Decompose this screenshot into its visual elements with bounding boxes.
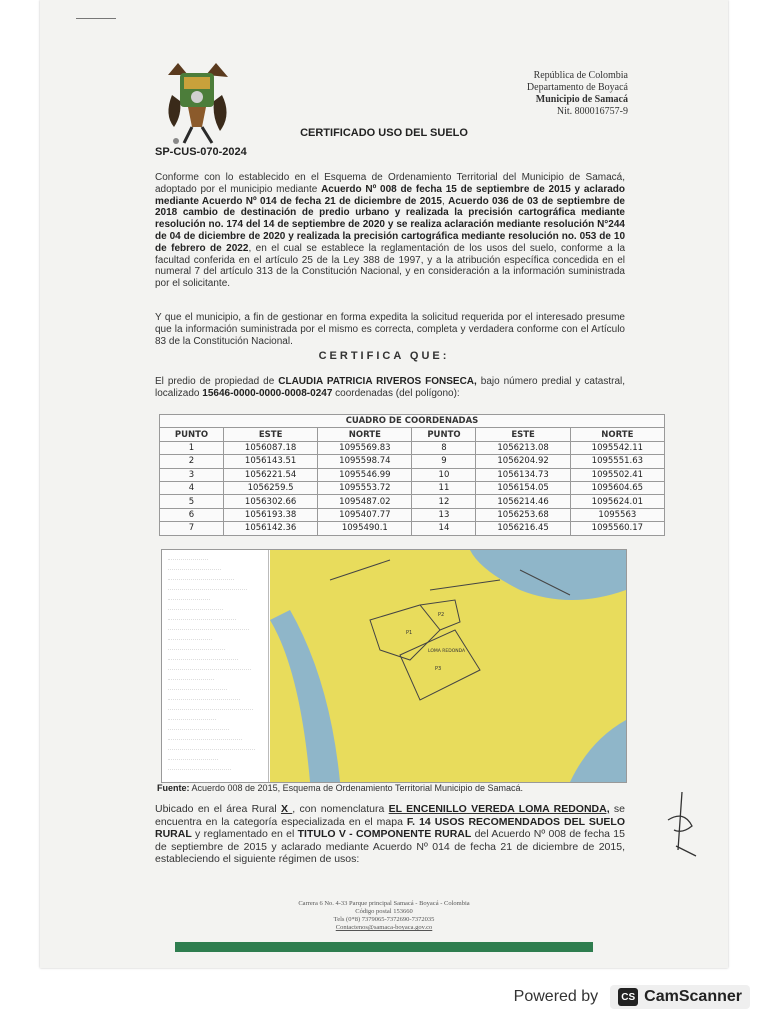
text-run: coordenadas (del polígono): (332, 387, 460, 399)
camscanner-badge (610, 985, 750, 1009)
footer-bar (175, 942, 593, 952)
document-title: CERTIFICADO USO DEL SUELO (300, 127, 468, 139)
page-footer (40, 900, 728, 932)
table-cell: 1095560.17 (570, 522, 664, 535)
text-run: bajo número predial y catastral, localizado (155, 376, 626, 399)
table-cell: 1 (160, 441, 224, 454)
layer-row (168, 680, 227, 690)
layer-row (168, 600, 223, 610)
table-cell: 1056253.68 (476, 508, 570, 521)
table-cell: 3 (160, 468, 224, 481)
table-cell: 1095553.72 (318, 481, 412, 494)
table-row (160, 455, 665, 468)
layer-row (168, 660, 251, 670)
nomenclature: EL ENCENILLO VEREDA LOMA REDONDA, (388, 803, 610, 815)
layer-row (168, 710, 216, 720)
column-header: PUNTO (412, 428, 476, 441)
text-run: , (441, 195, 449, 207)
table-cell: 14 (412, 522, 476, 535)
table-cell: 1095563 (570, 508, 664, 521)
footer-address: Carrera 6 No. 4-33 Parque principal Samacá - Boyacá - Colombia (298, 900, 470, 907)
camscanner-watermark (514, 983, 750, 1011)
text-run: Ubicado en el área Rural (155, 803, 281, 815)
source-text: Acuerdo 008 de 2015, Esquema de Ordenamiento Territorial Municipio de Samacá. (189, 783, 524, 793)
layer-row (168, 700, 253, 710)
header-nit: Nit. 800016757-9 (556, 106, 628, 117)
layer-row (168, 640, 225, 650)
column-header: ESTE (224, 428, 318, 441)
layer-row (168, 750, 218, 760)
table-cell: 1056087.18 (224, 441, 318, 454)
header-municipality: Municipio de Samacá (535, 94, 628, 105)
table-cell: 13 (412, 508, 476, 521)
layer-row (168, 620, 249, 630)
text-run: y reglamentado en el (191, 828, 298, 840)
rural-mark: X (280, 803, 293, 815)
title-reference: TITULO V - COMPONENTE RURAL (297, 828, 472, 840)
footer-phone: Tels (0*8) 7379065-7372690-7372035 (333, 916, 435, 923)
table-cell: 1095569.83 (318, 441, 412, 454)
column-header: NORTE (570, 428, 664, 441)
header-department: Departamento de Boyacá (526, 82, 628, 93)
table-cell: 1056143.51 (224, 455, 318, 468)
paragraph-location (155, 803, 625, 866)
text-run: Conforme con lo establecido en el Esquema de Ordenamiento Territorial del Municipio de Samacá, adoptado por el municipio mediante (155, 172, 625, 195)
map-layer-panel (162, 550, 269, 782)
paragraph-legal-basis (155, 172, 625, 290)
table-cell: 1056134.73 (476, 468, 570, 481)
layer-row (168, 690, 240, 700)
text-bold: Acuerdo 036 de 03 de septiembre de 2018 cambio de destinación de predio urbano y realizada la precisión cartográfica mediante resolución no. 174 del 14 de septiembre de 2020 y se realiza aclaración mediante resolución N°244 de 04 de diciembre de 2020 y realizada la precisión cartográfica mediante resolución no. 053 de 10 de febrero de 2022 (155, 195, 625, 254)
owner-name: CLAUDIA PATRICIA RIVEROS FONSECA, (278, 376, 477, 387)
table-row (160, 522, 665, 535)
layer-row (168, 580, 247, 590)
table-cell: 1056204.92 (476, 455, 570, 468)
text-run: , en el cual se establece la reglamentación de los usos del suelo, conforme a la facultad conferida en el artículo 25 de la Ley 388 de 1997, y a la atribución específica concedida en el numeral 7 del artículo 313 de la Constitución Nacional, y en consideración a la información suministrada por el solicitante. (155, 242, 626, 290)
cadastral-number: 15646-0000-0000-0008-0247 (202, 387, 333, 399)
table-cell: 8 (412, 441, 476, 454)
table-cell: 1095487.02 (318, 495, 412, 508)
table-cell: 1095502.41 (570, 468, 664, 481)
table-cell: 1056221.54 (224, 468, 318, 481)
table-cell: 1095624.01 (570, 495, 664, 508)
column-header: NORTE (318, 428, 412, 441)
table-cell: 6 (160, 508, 224, 521)
table-cell: 1056216.45 (476, 522, 570, 535)
table-row (160, 441, 665, 454)
table-cell: 12 (412, 495, 476, 508)
column-header: ESTE (476, 428, 570, 441)
header-country: República de Colombia (533, 70, 628, 81)
column-header: PUNTO (160, 428, 224, 441)
table-cell: 5 (160, 495, 224, 508)
map-reference: F. 14 USOS RECOMENDADOS DEL SUELO RURAL (155, 815, 625, 840)
table-cell: 1095598.74 (318, 455, 412, 468)
layer-row (168, 730, 242, 740)
text-run: , con nomenclatura (292, 803, 389, 815)
table-cell: 10 (412, 468, 476, 481)
table-cell: 1056193.38 (224, 508, 318, 521)
parcel-label: P3 (435, 666, 442, 672)
text-bold: Acuerdo Nº 008 de fecha 15 de septiembre de 2015 y aclarado mediante Acuerdo Nº 014 de fecha 21 de diciembre de 2015 (155, 183, 625, 207)
layer-row (168, 760, 231, 770)
table-cell: 7 (160, 522, 224, 535)
certifica-heading: CERTIFICA QUE: (318, 350, 450, 362)
layer-row (168, 740, 255, 750)
text-run: se encuentra en la categoría especializada en el mapa (155, 803, 625, 828)
table-cell: 1095490.1 (318, 522, 412, 535)
map-place-label: LOMA REDONDA (428, 649, 466, 654)
table-cell: 1095546.99 (318, 468, 412, 481)
table-cell: 1056302.66 (224, 495, 318, 508)
layer-row (168, 560, 221, 570)
camscanner-name: CamScanner (644, 988, 742, 1005)
paragraph-property (155, 376, 625, 400)
scan-mark (76, 18, 116, 19)
table-cell: 2 (160, 455, 224, 468)
certificate-code: SP-CUS-070-2024 (155, 146, 247, 158)
footer-postal: Código postal 153660 (355, 908, 413, 915)
table-cell: 1056214.46 (476, 495, 570, 508)
table-cell: 11 (412, 481, 476, 494)
table-cell: 4 (160, 481, 224, 494)
table-cell: 1056259.5 (224, 481, 318, 494)
powered-by-text: Powered by (513, 988, 599, 1005)
table-cell: 1056154.05 (476, 481, 570, 494)
layer-row (168, 630, 212, 640)
table-row (160, 468, 665, 481)
document-page (40, 0, 728, 968)
parcel-label: P2 (438, 612, 445, 618)
layer-row (168, 550, 208, 560)
source-label: Fuente: (157, 783, 190, 793)
table-cell: 9 (412, 455, 476, 468)
footer-email: Contactenos@samaca-boyaca.gov.co (335, 924, 433, 931)
table-cell: 1056213.08 (476, 441, 570, 454)
table-title: CUADRO DE COORDENADAS (160, 415, 665, 428)
table-row (160, 508, 665, 521)
letterhead (527, 70, 628, 118)
layer-row (168, 720, 229, 730)
coordinates-table (159, 414, 665, 536)
layer-row (168, 610, 236, 620)
table-cell: 1095604.65 (570, 481, 664, 494)
table-row (160, 495, 665, 508)
handwritten-signature (662, 790, 698, 860)
table-cell: 1095407.77 (318, 508, 412, 521)
layer-row (168, 590, 210, 600)
table-cell: 1095551.63 (570, 455, 664, 468)
layer-row (168, 650, 238, 660)
paragraph-presumption: Y que el municipio, a fin de gestionar en forma expedita la solicitud requerida por el interesado presume que la información suministrada por el mismo es correcta, completa y verdadera conforme con el Artículo 83 de la Constitución Nacional. (155, 312, 625, 347)
text-run: El predio de propiedad de (155, 376, 279, 387)
layer-row (168, 670, 214, 680)
camscanner-logo-icon: CS (618, 988, 638, 1006)
table-row (160, 481, 665, 494)
layer-row (168, 570, 234, 580)
parcel-label: P1 (406, 630, 413, 636)
map-source (157, 783, 523, 793)
table-cell: 1056142.36 (224, 522, 318, 535)
location-map (161, 549, 627, 783)
map-canvas (270, 550, 626, 782)
text-run: del Acuerdo Nº 008 de fecha 15 de septiembre de 2015 y aclarado mediante Acuerdo Nº 014 de fecha 21 de diciembre de 2015, estableciendo el siguiente régimen de usos: (155, 828, 625, 865)
table-cell: 1095542.11 (570, 441, 664, 454)
